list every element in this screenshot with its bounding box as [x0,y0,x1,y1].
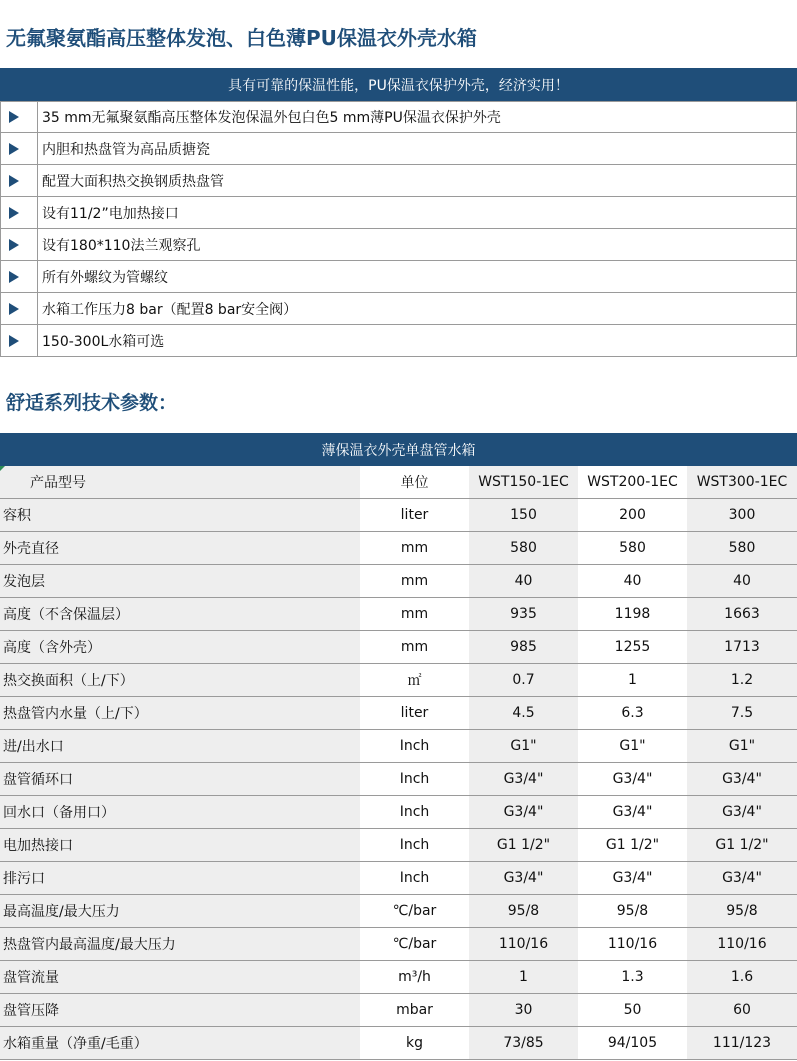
row-value-2: 40 [578,565,687,597]
row-name: 盘管流量 [0,961,360,993]
row-name: 进/出水口 [0,730,360,762]
row-value-2: G3/4" [578,763,687,795]
row-value-1: G1 1/2" [469,829,578,861]
row-unit: ℃/bar [360,928,469,960]
table-row [0,730,797,763]
row-value-2: G3/4" [578,796,687,828]
table-header-row [0,466,797,499]
feature-text: 所有外螺纹为管螺纹 [38,261,797,292]
bullet-triangle-icon [9,335,19,347]
row-unit: mbar [360,994,469,1026]
row-value-1: G3/4" [469,763,578,795]
cell-corner-marker [0,466,5,471]
row-unit: mm [360,598,469,630]
row-value-2: 1 [578,664,687,696]
row-value-3: 7.5 [687,697,797,729]
row-value-3: 40 [687,565,797,597]
table-row [0,895,797,928]
row-value-1: 73/85 [469,1027,578,1059]
row-value-2: 1198 [578,598,687,630]
row-unit: liter [360,697,469,729]
row-value-2: 95/8 [578,895,687,927]
row-value-2: 1255 [578,631,687,663]
row-unit: Inch [360,763,469,795]
row-unit: ㎡ [360,664,469,696]
row-value-1: 935 [469,598,578,630]
feature-text: 内胆和热盘管为高品质搪瓷 [38,133,797,164]
row-name: 电加热接口 [0,829,360,861]
header-model-3: WST300-1EC [687,466,797,498]
row-value-3: 1713 [687,631,797,663]
row-value-1: G1" [469,730,578,762]
row-value-3: 95/8 [687,895,797,927]
row-name: 最高温度/最大压力 [0,895,360,927]
row-value-1: 40 [469,565,578,597]
row-value-3: 110/16 [687,928,797,960]
feature-item [0,165,797,197]
table-row [0,499,797,532]
bullet-triangle-icon [9,271,19,283]
row-name: 外壳直径 [0,532,360,564]
row-unit: mm [360,532,469,564]
feature-item [0,261,797,293]
row-unit: mm [360,631,469,663]
row-value-1: 30 [469,994,578,1026]
feature-item [0,229,797,261]
row-value-1: 580 [469,532,578,564]
table-caption: 薄保温衣外壳单盘管水箱 [0,433,797,466]
row-value-2: 1.3 [578,961,687,993]
spec-table [0,466,797,1060]
row-unit: ℃/bar [360,895,469,927]
row-value-1: 150 [469,499,578,531]
row-value-2: G3/4" [578,862,687,894]
table-row [0,763,797,796]
row-unit: Inch [360,796,469,828]
row-name: 高度（不含保温层） [0,598,360,630]
row-unit: Inch [360,862,469,894]
feature-banner: 具有可靠的保温性能，PU保温衣保护外壳，经济实用！ [0,68,797,101]
feature-item [0,133,797,165]
feature-text: 水箱工作压力8 bar（配置8 bar安全阀） [38,293,797,324]
row-value-2: 94/105 [578,1027,687,1059]
row-name: 热盘管内水量（上/下） [0,697,360,729]
feature-text: 设有11/2”电加热接口 [38,197,797,228]
table-row [0,994,797,1027]
bullet-triangle-icon [9,111,19,123]
row-value-2: 50 [578,994,687,1026]
header-model-1: WST150-1EC [469,466,578,498]
row-value-2: 6.3 [578,697,687,729]
row-name: 排污口 [0,862,360,894]
row-value-1: 95/8 [469,895,578,927]
bullet-triangle-icon [9,143,19,155]
table-row [0,631,797,664]
row-value-2: 110/16 [578,928,687,960]
bullet-triangle-icon [9,239,19,251]
table-row [0,829,797,862]
row-name: 热盘管内最高温度/最大压力 [0,928,360,960]
table-row [0,796,797,829]
header-model: 产品型号 [0,466,360,498]
row-name: 盘管压降 [0,994,360,1026]
row-value-2: 200 [578,499,687,531]
row-value-3: 1.2 [687,664,797,696]
table-row [0,928,797,961]
row-unit: mm [360,565,469,597]
row-value-3: 1.6 [687,961,797,993]
table-row [0,532,797,565]
row-name: 回水口（备用口） [0,796,360,828]
feature-item [0,325,797,357]
row-name: 容积 [0,499,360,531]
table-row [0,598,797,631]
feature-item [0,101,797,133]
feature-text: 150-300L水箱可选 [38,325,797,356]
row-unit: Inch [360,829,469,861]
table-row [0,961,797,994]
header-unit: 单位 [360,466,469,498]
row-value-3: G3/4" [687,796,797,828]
row-value-1: 110/16 [469,928,578,960]
feature-text: 35 mm无氟聚氨酯高压整体发泡保温外包白色5 mm薄PU保温衣保护外壳 [38,102,797,132]
row-unit: m³/h [360,961,469,993]
feature-item [0,293,797,325]
row-value-1: 985 [469,631,578,663]
page-title: 无氟聚氨酯高压整体发泡、白色薄PU保温衣外壳水箱 [6,26,477,50]
row-value-1: 1 [469,961,578,993]
table-row [0,565,797,598]
row-name: 发泡层 [0,565,360,597]
row-unit: liter [360,499,469,531]
row-value-1: 0.7 [469,664,578,696]
row-value-3: G3/4" [687,763,797,795]
table-row [0,1027,797,1060]
row-value-1: 4.5 [469,697,578,729]
row-name: 水箱重量（净重/毛重） [0,1027,360,1059]
row-unit: Inch [360,730,469,762]
row-value-3: G1 1/2" [687,829,797,861]
row-value-3: 580 [687,532,797,564]
row-value-1: G3/4" [469,796,578,828]
bullet-triangle-icon [9,175,19,187]
feature-item [0,197,797,229]
feature-list [0,101,797,357]
table-row [0,862,797,895]
table-row [0,697,797,730]
row-value-3: G1" [687,730,797,762]
feature-text: 配置大面积热交换钢质热盘管 [38,165,797,196]
row-name: 热交换面积（上/下） [0,664,360,696]
row-value-3: 300 [687,499,797,531]
table-row [0,664,797,697]
row-value-3: G3/4" [687,862,797,894]
row-value-3: 1663 [687,598,797,630]
row-name: 盘管循环口 [0,763,360,795]
bullet-triangle-icon [9,303,19,315]
bullet-triangle-icon [9,207,19,219]
row-value-1: G3/4" [469,862,578,894]
row-value-2: 580 [578,532,687,564]
row-name: 高度（含外壳） [0,631,360,663]
row-unit: kg [360,1027,469,1059]
row-value-2: G1" [578,730,687,762]
row-value-3: 60 [687,994,797,1026]
row-value-3: 111/123 [687,1027,797,1059]
section-title: 舒适系列技术参数： [6,392,178,414]
header-model-2: WST200-1EC [578,466,687,498]
row-value-2: G1 1/2" [578,829,687,861]
feature-text: 设有180*110法兰观察孔 [38,229,797,260]
